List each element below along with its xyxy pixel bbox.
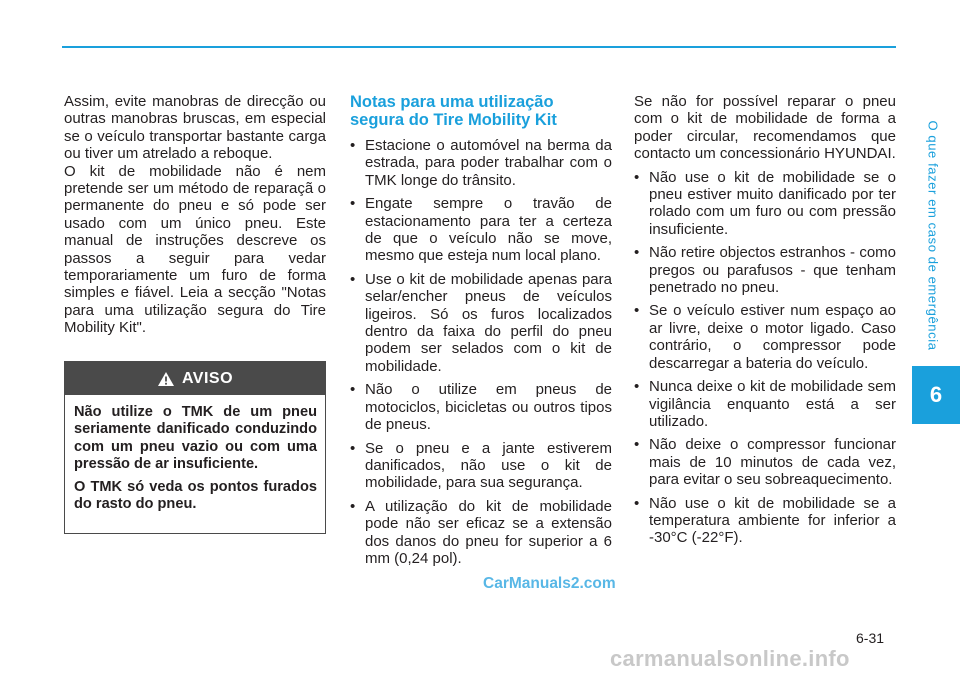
list-item: • Estacione o automóvel na berma da estrada, para poder trabalhar com o TMK longe do trânsito. <box>350 137 612 189</box>
column-middle <box>350 93 612 573</box>
warning-paragraph-2: O TMK só veda os pontos furados do rasto do pneu. <box>74 478 317 513</box>
safety-notes-list <box>350 137 612 567</box>
left-paragraph-1: Assim, evite manobras de direcção ou outras manobras bruscas, em especial se o veículo transportar bastante carga ou tiver um atrelado a reboque. <box>64 93 326 163</box>
section-title-line-1: Notas para uma utilização <box>350 93 554 111</box>
list-item: • Use o kit de mobilidade apenas para selar/encher pneus de veículos ligeiros. Só os furos localizados dentro da faixa do perfil do pneu podem ser selados com o kit de mobilidade. <box>350 271 612 375</box>
warning-box <box>64 361 326 534</box>
page-number: 6-31 <box>856 630 885 646</box>
list-item: • Se o pneu e a jante estiverem danificados, não use o kit de mobilidade, para sua segurança. <box>350 440 612 492</box>
right-intro: Se não for possível reparar o pneu com o kit de mobilidade de forma a poder circular, recomendamos que contacto um concessionário HYUNDAI. <box>634 93 896 163</box>
warning-title: AVISO <box>181 369 234 387</box>
warning-triangle-icon <box>157 371 175 387</box>
header-rule <box>62 46 896 48</box>
section-title <box>350 93 612 129</box>
precautions-list <box>634 169 896 547</box>
left-paragraph-2: O kit de mobilidade não é nem pretende ser um método de reparaçã o permanente do pneu e só pode ser usado com um único pneu. Este manual de instruções descreve os passos a seguir para vedar temporariamente um furo de forma simples e fiável. Leia a secção "Notas para uma utilização segura do Tire Mobility Kit". <box>64 162 326 337</box>
section-title-line-2: segura do Tire Mobility Kit <box>350 111 557 129</box>
warning-paragraph-1: Não utilize o TMK de um pneu seriamente danificado conduzindo com um pneu vazio ou com uma pressão de ar insuficiente. <box>74 404 317 473</box>
watermark-carmanualsonline: carmanualsonline.info <box>610 646 850 671</box>
chapter-side-label <box>918 110 948 360</box>
column-left <box>64 93 326 337</box>
warning-header <box>65 362 325 395</box>
list-item: • Não retire objectos estranhos - como pregos ou parafusos - que tenham penetrado no pneu. <box>634 244 896 296</box>
list-item: • Não deixe o compressor funcionar mais de 10 minutos de cada vez, para evitar o seu sobreaquecimento. <box>634 436 896 488</box>
list-item: • Não use o kit de mobilidade se a temperatura ambiente for inferior a -30°C (-22°F). <box>634 495 896 547</box>
list-item: • Engate sempre o travão de estacionamento para ter a certeza de que o veículo não se move, mesmo que esteja num local plano. <box>350 195 612 265</box>
list-item: • Nunca deixe o kit de mobilidade sem vigilância enquanto está a ser utilizado. <box>634 378 896 430</box>
warning-body <box>65 395 325 513</box>
chapter-title: O que fazer em caso de emergência <box>925 119 941 351</box>
list-item: • A utilização do kit de mobilidade pode não ser eficaz se a extensão dos danos do pneu for superior a 6 mm (0,24 pol). <box>350 498 612 568</box>
list-item: • Não o utilize em pneus de motociclos, bicicletas ou outros tipos de pneus. <box>350 381 612 433</box>
chapter-number: 6 <box>929 382 943 407</box>
column-right <box>634 93 896 553</box>
list-item: • Se o veículo estiver num espaço ao ar livre, deixe o motor ligado. Caso contrário, o compressor pode descarregar a bateria do veículo. <box>634 302 896 372</box>
watermark-carmanuals2: CarManuals2.com <box>483 575 616 592</box>
chapter-tab <box>912 366 960 424</box>
list-item: • Não use o kit de mobilidade se o pneu estiver muito danificado por ter rolado com um furo ou com pressão insuficiente. <box>634 169 896 239</box>
